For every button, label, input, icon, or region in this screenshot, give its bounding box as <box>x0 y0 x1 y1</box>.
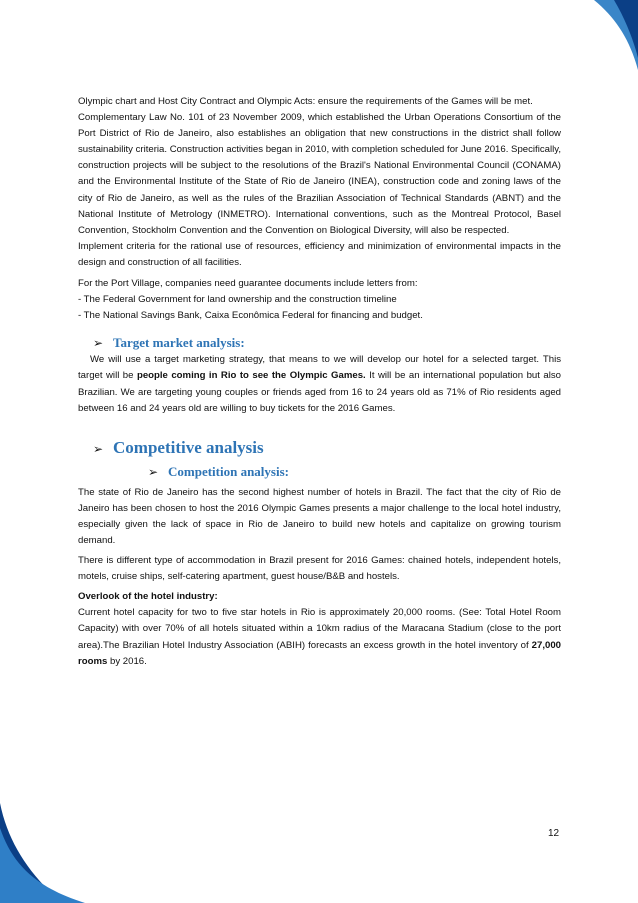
top-right-swoosh <box>568 0 638 95</box>
competition-paragraph-2: There is different type of accommodation in Brazil present for 2016 Games: chained hotels, independent hotels, motels, cruise ships, self-catering apartment, guest house/B&B and hostels. <box>78 555 561 583</box>
arrow-bullet-icon: ➢ <box>148 464 159 479</box>
target-market-heading-text: Target market analysis: <box>113 335 245 351</box>
intro-paragraph-4: For the Port Village, companies need guarantee documents include letters from: <box>78 278 418 290</box>
target-market-heading <box>78 334 561 352</box>
target-market-paragraph <box>78 352 561 416</box>
competitive-heading-text: Competitive analysis <box>113 437 264 457</box>
competition-paragraph-1: The state of Rio de Janeiro has the second highest number of hotels in Brazil. The fact that the city of Rio de Janeiro has been chosen to host the 2016 Olympic Games presents a major challenge to the local hotel industry, especially given the lack of space in Rio de Janeiro to build new hotels and capitalize on growing tourism demand. <box>78 486 561 546</box>
target-market-bold: people coming in Rio to see the Olympic Games. <box>136 370 366 382</box>
document-body <box>78 94 561 670</box>
target-market-text-1: We will use a target marketing strategy, that means to we will develop our hotel for a selected target. This target will be <box>78 354 561 382</box>
overlook-paragraph <box>78 605 561 669</box>
swoosh-light <box>0 828 85 903</box>
competition-heading-text: Competition analysis: <box>168 463 289 479</box>
intro-paragraph-3: Implement criteria for the rational use of resources, efficiency and minimization of environmental impacts in the design and construction of all facilities. <box>78 240 561 268</box>
bottom-left-swoosh <box>0 803 85 903</box>
competition-analysis-heading <box>78 463 561 481</box>
arrow-bullet-icon: ➢ <box>93 441 104 456</box>
intro-list-item-2: - The National Savings Bank, Caixa Econômica Federal for financing and budget. <box>78 310 423 322</box>
overlook-text-2: by 2016. <box>107 655 147 667</box>
intro-paragraph-1: Olympic chart and Host City Contract and Olympic Acts: ensure the requirements of the Games will be met. <box>78 96 533 107</box>
overlook-title: Overlook of the hotel industry: <box>78 591 218 603</box>
arrow-bullet-icon: ➢ <box>93 336 104 351</box>
overlook-bold: 27,000 rooms <box>78 639 561 667</box>
intro-paragraph-2: Complementary Law No. 101 of 23 November 2009, which established the Urban Operations Consortium of the Port District of Rio de Janeiro, also establishes an obligation that new constructions in the district shall follow sustainability criteria. Construction activities began in 2010, with completion scheduled for June 2016. Specifically, construction projects will be subject to the resolutions of the Brazil's National Environmental Council (CONAMA) and the Environmental Institute of the State of Rio de Janeiro (INEA), construction code and zoning laws of the city of Rio de Janeiro, as well as the rules of the Brazilian Association of Technical Standards (ABNT) and the National Institute of Metrology (INMETRO). International conventions, such as the Montreal Protocol, Basel Convention, Stockholm Convention and the Convention on Biological Diversity, will also be respected. <box>78 112 561 236</box>
competitive-analysis-heading <box>78 437 561 460</box>
overlook-text-1: Current hotel capacity for two to five star hotels in Rio is approximately 20,000 rooms. (See: Total Hotel Room Capacity) with over 70% of all hotels situated within a 10km radius of the Maracana Stadium (close to the port area).The Brazilian Hotel Industry Association (ABIH) forecasts an excess growth in the hotel inventory of <box>78 607 561 651</box>
intro-list-item-1: - The Federal Government for land ownership and the construction timeline <box>78 294 397 306</box>
target-market-text-2: It will be an international population but also Brazilian. We are targeting young couples or friends aged from 16 to 24 years old as 71% of Rio residents aged between 16 and 24 years old are willing to buy tickets for the 2016 Games. <box>78 370 561 414</box>
page-number: 12 <box>548 828 560 839</box>
